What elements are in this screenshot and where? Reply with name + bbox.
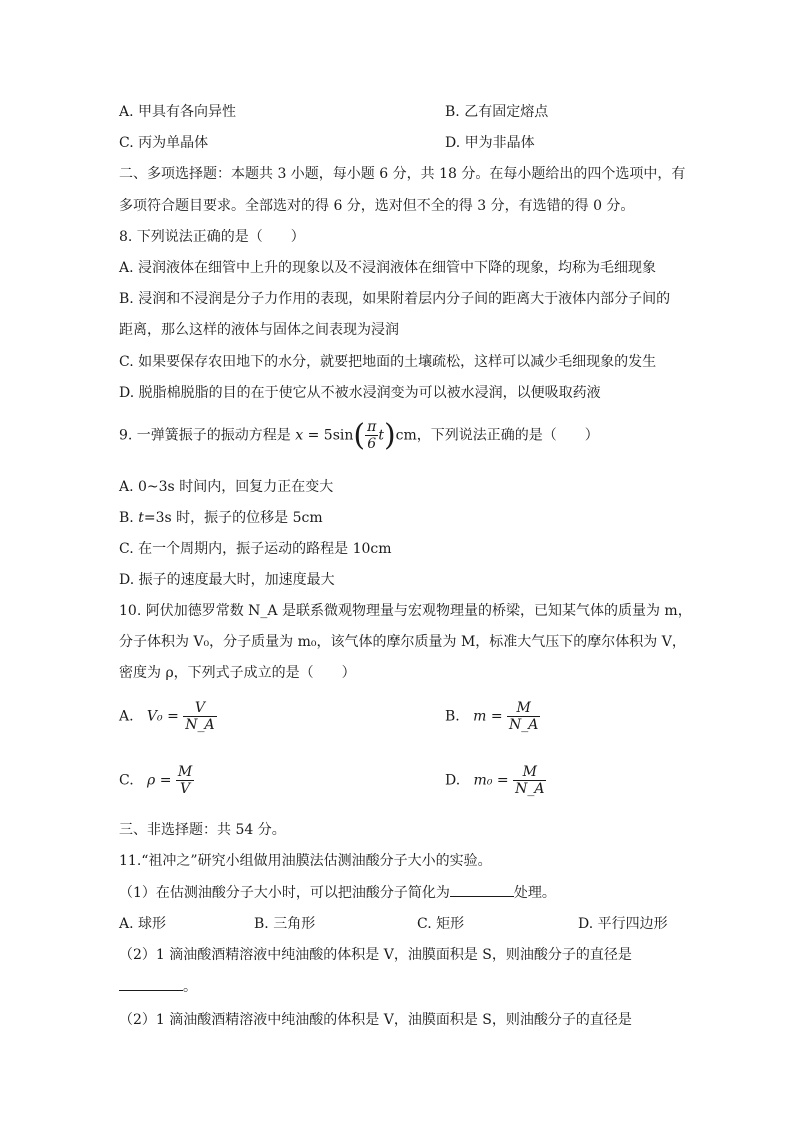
q9-option-c: C. 在一个周期内，振子运动的路程是 10cm (119, 541, 392, 557)
q8-option-a: A. 浸润液体在细管中上升的现象以及不浸润液体在细管中下降的现象，均称为毛细现象 (119, 260, 657, 276)
q7-option-a: A. 甲具有各向异性 (119, 104, 237, 120)
q9-eq-lhs: x (295, 427, 304, 444)
q10-option-c-den: V (180, 781, 191, 797)
q11-part2b-line1: （2）1 滴油酸酒精溶液中纯油酸的体积是 V，油膜面积是 S，则油酸分子的直径是 (119, 1012, 632, 1028)
q9-option-b-var: t (138, 510, 144, 526)
q10-option-b-fraction (507, 700, 540, 733)
q11-part2-line1: （2）1 滴油酸酒精溶液中纯油酸的体积是 V，油膜面积是 S，则油酸分子的直径是 (119, 947, 632, 963)
q8-stem: 8. 下列说法正确的是（ ） (119, 229, 305, 245)
q11-option-b: B. 三角形 (254, 916, 316, 932)
q9-eq-var: t (378, 427, 384, 444)
q9-option-b-text: =3s 时，振子的位移是 5cm (143, 510, 323, 526)
q10-option-a-label: A. (119, 708, 134, 725)
q10-stem-line2: 分子体积为 V₀，分子质量为 m₀，该气体的摩尔质量为 M，标准大气压下的摩尔体积为 V， (119, 634, 686, 650)
q10-option-a (119, 700, 217, 733)
q10-option-d (445, 764, 546, 797)
q10-option-c-fraction (176, 764, 194, 797)
q8-option-c: C. 如果要保存农田地下的水分，就要把地面的土壤疏松，这样可以减少毛细现象的发生 (119, 354, 657, 370)
q11-part1-prefix: （1）在估测油酸分子大小时，可以把油酸分子简化为 (119, 885, 450, 901)
q9-stem-prefix: 9. 一弹簧振子的振动方程是 (119, 427, 291, 444)
q10-option-d-fraction (513, 764, 546, 797)
q9-eq-coef: = 5sin (303, 427, 354, 444)
q8-option-b-line1: B. 浸润和不浸润是分子力作用的表现，如果附着层内分子间的距离大于液体内部分子间的 (119, 291, 671, 307)
q9-stem (119, 418, 599, 453)
q11-part1-suffix: 处理。 (513, 885, 556, 901)
section2-heading-line2: 多项符合题目要求。全部选对的得 6 分，选对但不全的得 3 分，有选错的得 0 分。 (119, 198, 635, 214)
q10-option-c (119, 764, 194, 797)
q9-stem-suffix: ，下列说法正确的是（ ） (416, 427, 599, 444)
q10-stem-line3: 密度为 ρ，下列式子成立的是（ ） (119, 665, 356, 681)
q9-option-b (119, 508, 323, 528)
q11-option-c: C. 矩形 (417, 916, 465, 932)
q10-option-b-label: B. (445, 708, 460, 725)
q10-option-d-den: N_A (515, 781, 545, 797)
q8-option-b-line2: 距离，那么这样的液体与固体之间表现为浸润 (119, 322, 399, 338)
q10-stem-line1: 10. 阿伏加德罗常数 N_A 是联系微观物理量与宏观物理量的桥梁，已知某气体的质量为 m， (119, 603, 692, 619)
q10-option-c-lhs: ρ = (147, 772, 172, 789)
q9-frac-den: 6 (367, 436, 377, 452)
q11-stem: 11.“祖冲之”研究小组做用油膜法估测油酸分子大小的实验。 (119, 853, 492, 869)
q11-option-d: D. 平行四边形 (578, 916, 668, 932)
q11-part1 (119, 882, 556, 903)
q10-option-a-lhs: V₀ = (146, 708, 179, 725)
q10-option-a-num: V (183, 700, 216, 717)
q11-part2-line2 (119, 976, 197, 997)
q11-option-a: A. 球形 (119, 916, 167, 932)
q8-option-d: D. 脱脂棉脱脂的目的在于使它从不被水浸润变为可以被水浸润，以便吸取药液 (119, 385, 601, 401)
q10-option-a-fraction (183, 700, 216, 733)
q11-part2-blank[interactable] (119, 976, 183, 991)
q10-option-a-den: N_A (185, 717, 215, 733)
q9-eq-left-paren: ( (353, 418, 366, 453)
q10-option-d-num: M (513, 764, 546, 781)
q10-option-c-num: M (177, 764, 193, 780)
q9-eq-unit: cm (395, 427, 417, 444)
q11-part1-blank[interactable] (450, 882, 514, 897)
q9-eq-right-paren: ) (383, 418, 396, 453)
q7-option-c: C. 丙为单晶体 (119, 135, 209, 151)
q9-frac-num: π (367, 419, 377, 435)
section2-heading-line1: 二、多项选择题：本题共 3 小题，每小题 6 分，共 18 分。在每小题给出的四个选项中，有 (119, 166, 686, 182)
q9-option-a: A. 0~3s 时间内，回复力正在变大 (119, 479, 334, 495)
q7-option-d: D. 甲为非晶体 (445, 135, 535, 151)
q10-option-d-lhs: m₀ = (473, 772, 509, 789)
q9-eq-fraction (365, 419, 378, 452)
q9-option-b-prefix: B. (119, 510, 139, 526)
q7-option-b: B. 乙有固定熔点 (445, 104, 549, 120)
q10-option-b-num: M (507, 700, 540, 717)
q10-option-d-label: D. (445, 772, 461, 789)
q9-option-d: D. 振子的速度最大时，加速度最大 (119, 572, 335, 588)
q10-option-b-lhs: m = (473, 708, 503, 725)
section3-heading: 三、非选择题：共 54 分。 (119, 822, 286, 838)
q10-option-c-label: C. (119, 772, 134, 789)
q11-part2-end: 。 (183, 979, 197, 995)
q10-option-b-den: N_A (509, 717, 539, 733)
q10-option-b (445, 700, 540, 733)
